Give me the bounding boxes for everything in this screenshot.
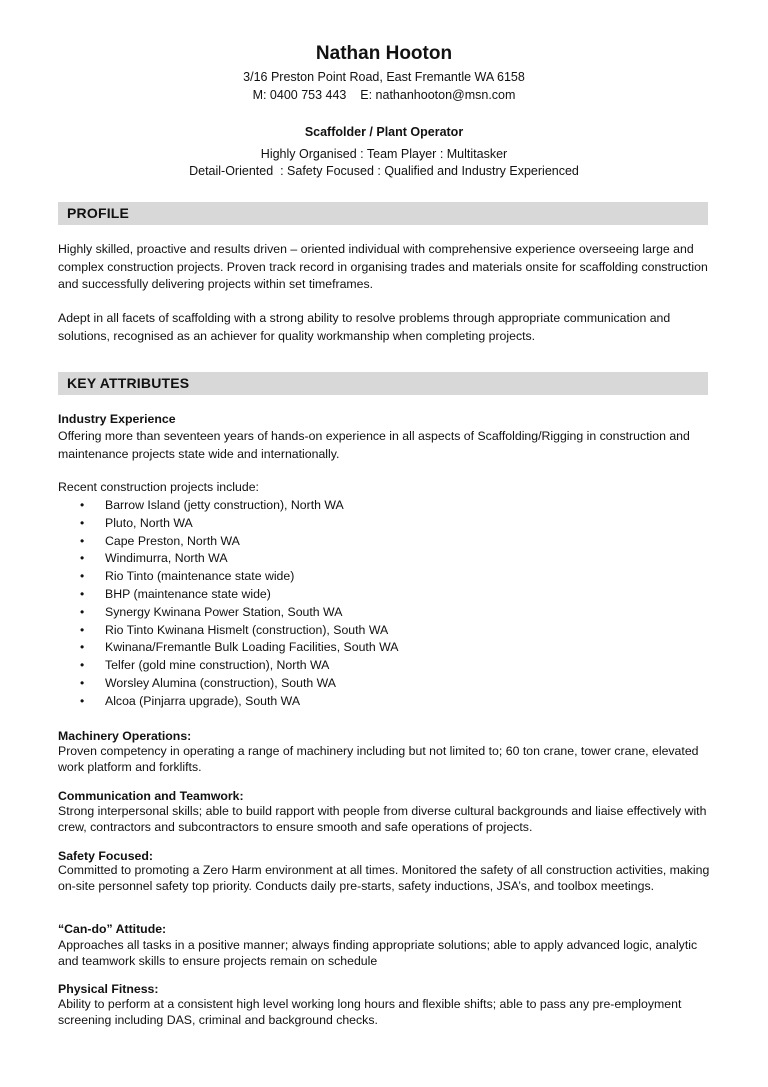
bullet-icon: • (80, 622, 85, 637)
machinery-operations-title: Machinery Operations: (58, 729, 192, 743)
list-item: • Pluto, North WA (78, 515, 678, 533)
projects-intro: Recent construction projects include: (58, 480, 259, 494)
key-attributes-heading: KEY ATTRIBUTES (67, 375, 190, 391)
communication-title: Communication and Teamwork: (58, 789, 244, 803)
list-item: • Alcoa (Pinjarra upgrade), South WA (78, 693, 678, 711)
list-item: • Barrow Island (jetty construction), North WA (78, 497, 678, 515)
safety-focused-title: Safety Focused: (58, 849, 153, 863)
list-item: • Telfer (gold mine construction), North WA (78, 657, 678, 675)
list-item: • Kwinana/Fremantle Bulk Loading Facilities, South WA (78, 639, 678, 657)
list-item: • Rio Tinto (maintenance state wide) (78, 568, 678, 586)
address: 3/16 Preston Point Road, East Fremantle WA 6158 (243, 70, 525, 84)
list-item: • Worsley Alumina (construction), South WA (78, 675, 678, 693)
profile-paragraph-1: Highly skilled, proactive and results driven – oriented individual with comprehensive experience overseeing large and complex construction projects. Proven track record in organising trades and materials onsite for scaffolding construction and successfully delivering projects within set timeframes. (58, 242, 708, 291)
list-item: • Windimurra, North WA (78, 550, 678, 568)
bullet-icon: • (80, 675, 85, 690)
projects-list (78, 497, 678, 711)
machinery-operations-text: Proven competency in operating a range of machinery including but not limited to; 60 ton crane, tower crane, elevated work platform and forklifts. (58, 744, 699, 774)
physical-fitness-text: Ability to perform at a consistent high level working long hours and flexible shifts; able to pass any pre-employment screening including DAS, criminal and background checks. (58, 997, 682, 1027)
key-attributes-section-header (58, 372, 708, 395)
bullet-icon: • (80, 604, 85, 619)
profile-paragraph-2: Adept in all facets of scaffolding with a strong ability to resolve problems through appropriate communication and solutions, recognised as an achiever for quality workmanship when completing projects. (58, 311, 671, 343)
safety-focused-text: Committed to promoting a Zero Harm environment at all times. Monitored the safety of all construction activities, making on-site personnel safety top priority. Conducts daily pre-starts, safety inductions, JSA’s, and toolbox meetings. (58, 863, 710, 893)
traits-line-2: Detail-Oriented : Safety Focused : Qualified and Industry Experienced (189, 164, 579, 178)
can-do-attitude-text: Approaches all tasks in a positive manner; always finding appropriate solutions; able to apply advanced logic, analytic and teamwork skills to ensure projects remain on schedule (58, 938, 698, 968)
bullet-icon: • (80, 533, 85, 548)
can-do-attitude-title: “Can-do” Attitude: (58, 922, 167, 936)
list-item: • Synergy Kwinana Power Station, South WA (78, 604, 678, 622)
bullet-icon: • (80, 569, 85, 584)
bullet-icon: • (80, 498, 85, 512)
job-title: Scaffolder / Plant Operator (304, 125, 464, 139)
contact-details: M: 0400 753 443 E: nathanhooton@msn.com (252, 88, 516, 102)
communication-text: Strong interpersonal skills; able to build rapport with people from diverse cultural backgrounds and liaise effectively with crew, contractors and subcontractors to ensure smooth and safe operations of projects. (58, 804, 707, 834)
list-item: • Cape Preston, North WA (78, 533, 678, 551)
candidate-name: Nathan Hooton (315, 43, 453, 64)
bullet-icon: • (80, 586, 85, 601)
traits-line-1: Highly Organised : Team Player : Multitasker (260, 147, 508, 161)
industry-experience-title: Industry Experience (58, 412, 176, 426)
list-item: • Rio Tinto Kwinana Hismelt (construction), South WA (78, 622, 678, 640)
industry-experience-text: Offering more than seventeen years of hands-on experience in all aspects of Scaffolding/Rigging in construction and maintenance projects state wide and internationally. (58, 429, 690, 461)
bullet-icon: • (80, 693, 85, 708)
list-item: • BHP (maintenance state wide) (78, 586, 678, 604)
physical-fitness-title: Physical Fitness: (58, 982, 159, 996)
profile-section-header (58, 202, 708, 225)
profile-heading: PROFILE (67, 205, 130, 221)
bullet-icon: • (80, 640, 85, 655)
bullet-icon: • (80, 515, 85, 530)
bullet-icon: • (80, 551, 85, 566)
bullet-icon: • (80, 658, 85, 673)
